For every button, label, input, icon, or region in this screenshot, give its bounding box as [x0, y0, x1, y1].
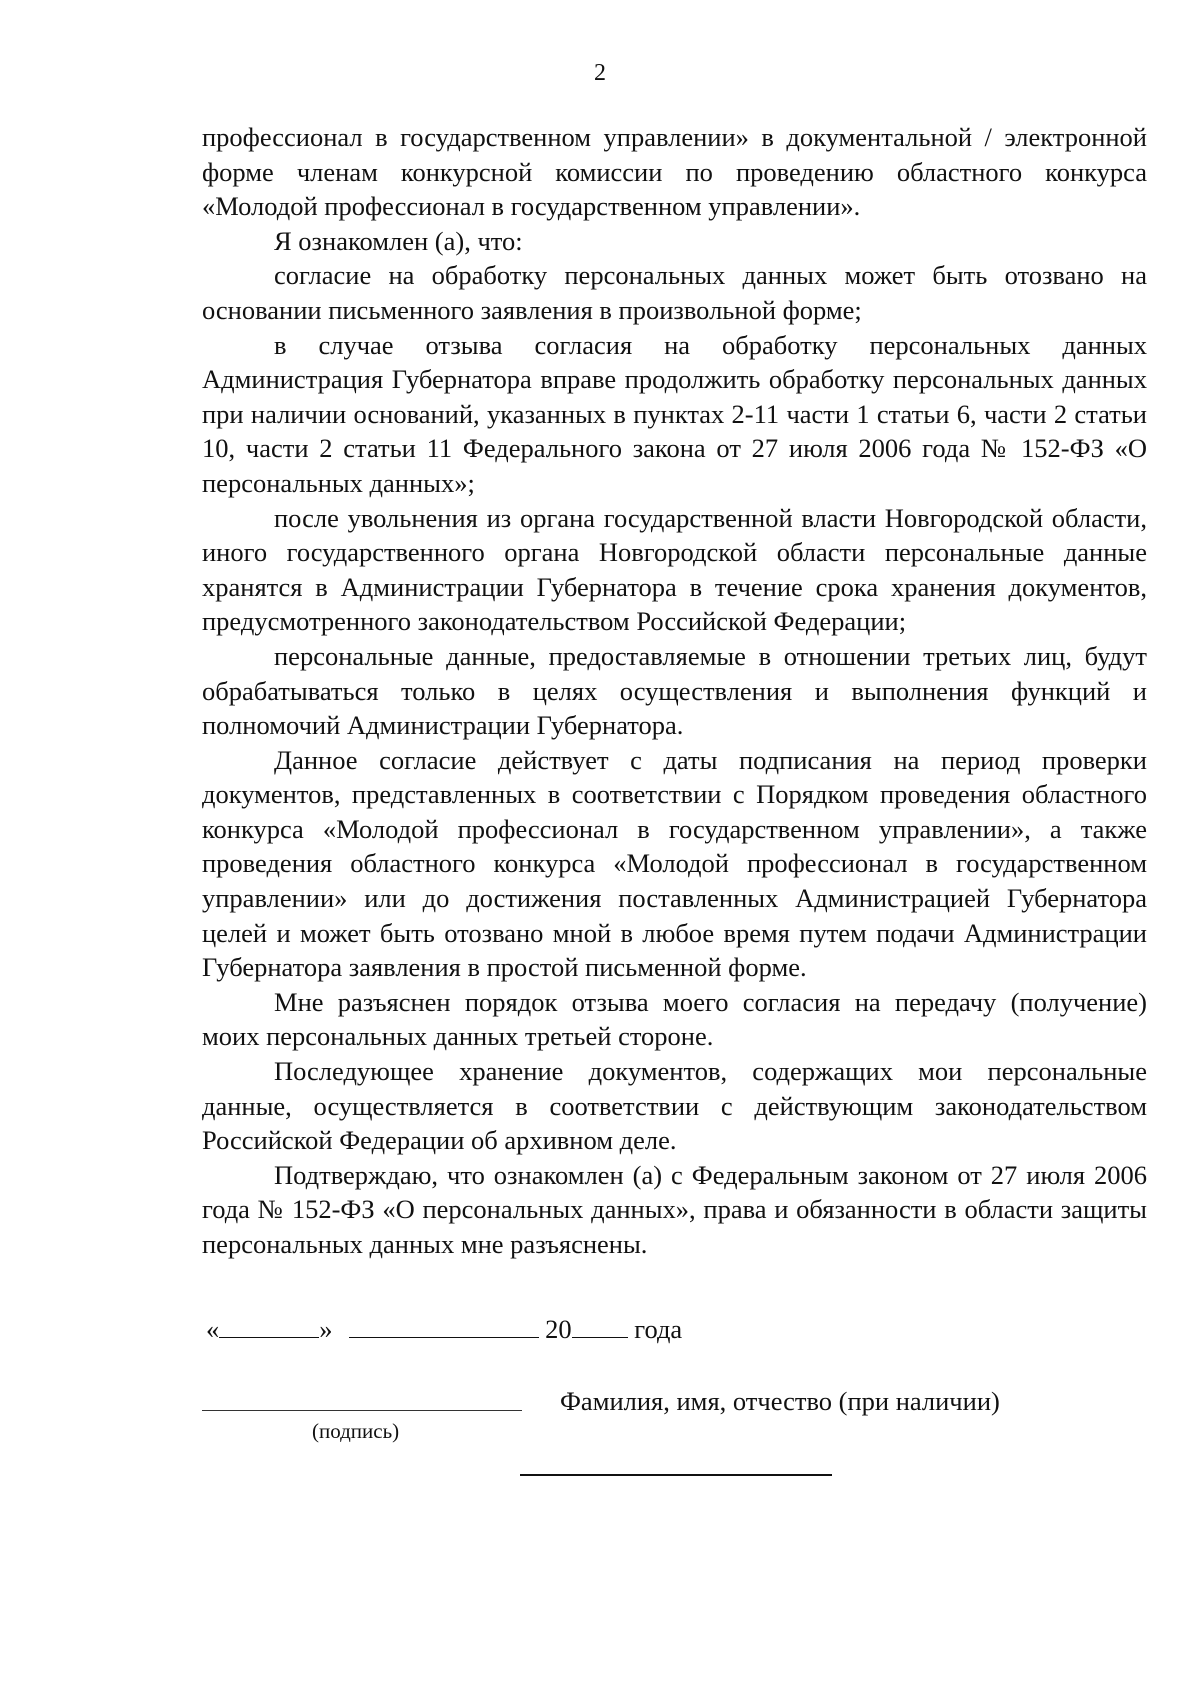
year-blank-field[interactable] — [572, 1313, 628, 1338]
paragraph-archival-storage: Последующее хранение документов, содержащих мои персональные данные, осуществляется в соответствии с действующим законодательством Российской Федерации об архивном деле. — [202, 1056, 1147, 1156]
month-blank-field[interactable] — [349, 1313, 539, 1338]
paragraph-consent-validity: Данное согласие действует с даты подписания на период проверки документов, представленных в соответствии с Порядком проведения областного конкурса «Молодой профессионал в государственном управлении», а также проведения областного конкурса «Молодой профессионал в государственном управлении» или до достижения поставленных Администрацией Губернатора целей и может быть отозвано мной в любое время путем подачи Администрации Губернатора заявления в простой письменной форме. — [202, 744, 1147, 983]
paragraph-storage-after-dismissal: после увольнения из органа государственной власти Новгородской области, иного государственного органа Новгородской области персональные данные хранятся в Администрации Губернатора в течение срока хранения документов, предусмотренного законодательством Российской Федерации; — [202, 502, 1147, 637]
day-blank-field[interactable] — [219, 1313, 319, 1338]
signature-blank-line[interactable] — [202, 1410, 522, 1411]
paragraph-acknowledgement-intro: Я ознакомлен (а), что: — [274, 225, 523, 256]
paragraph-continuation: профессионал в государственном управлении» в документальной / электронной форме членам конкурсной комиссии по проведению областного конкурса «Молодой профессионал в государственном управлении». — [202, 122, 1147, 222]
full-name-label: Фамилия, имя, отчество (при наличии) — [560, 1386, 1000, 1416]
paragraph-third-party-data: персональные данные, предоставляемые в отношении третьих лиц, будут обрабатываться только в целях осуществления и выполнения функций и полномочий Администрации Губернатора. — [202, 640, 1147, 741]
year-prefix: 20 — [545, 1314, 572, 1344]
date-line — [206, 1312, 682, 1346]
year-suffix: года — [634, 1314, 683, 1344]
page-number: 2 — [594, 60, 606, 86]
paragraph-withdrawal-consequences: в случае отзыва согласия на обработку персональных данных Администрация Губернатора вправе продолжить обработку персональных данных при наличии оснований, указанных в пунктах 2-11 части 1 статьи 6, части 2 статьи 10, части 2 статьи 11 Федерального закона от 27 июля 2006 года № 152-ФЗ «О персональных данных»; — [202, 329, 1147, 498]
full-name-blank-line[interactable] — [520, 1474, 832, 1476]
paragraph-confirmation: Подтверждаю, что ознакомлен (а) с Федеральным законом от 27 июля 2006 года № 152-ФЗ «О персональных данных», права и обязанности в области защиты персональных данных мне разъяснены. — [202, 1159, 1147, 1259]
consent-body-text — [202, 120, 1147, 1262]
paragraph-withdrawal-right: согласие на обработку персональных данных может быть отозвано на основании письменного заявления в произвольной форме; — [202, 260, 1147, 325]
date-close-quote: » — [319, 1314, 333, 1344]
paragraph-withdrawal-procedure: Мне разъяснен порядок отзыва моего согласия на передачу (получение) моих персональных данных третьей стороне. — [202, 986, 1147, 1052]
date-open-quote: « — [206, 1314, 220, 1344]
signature-caption: (подпись) — [312, 1419, 400, 1443]
